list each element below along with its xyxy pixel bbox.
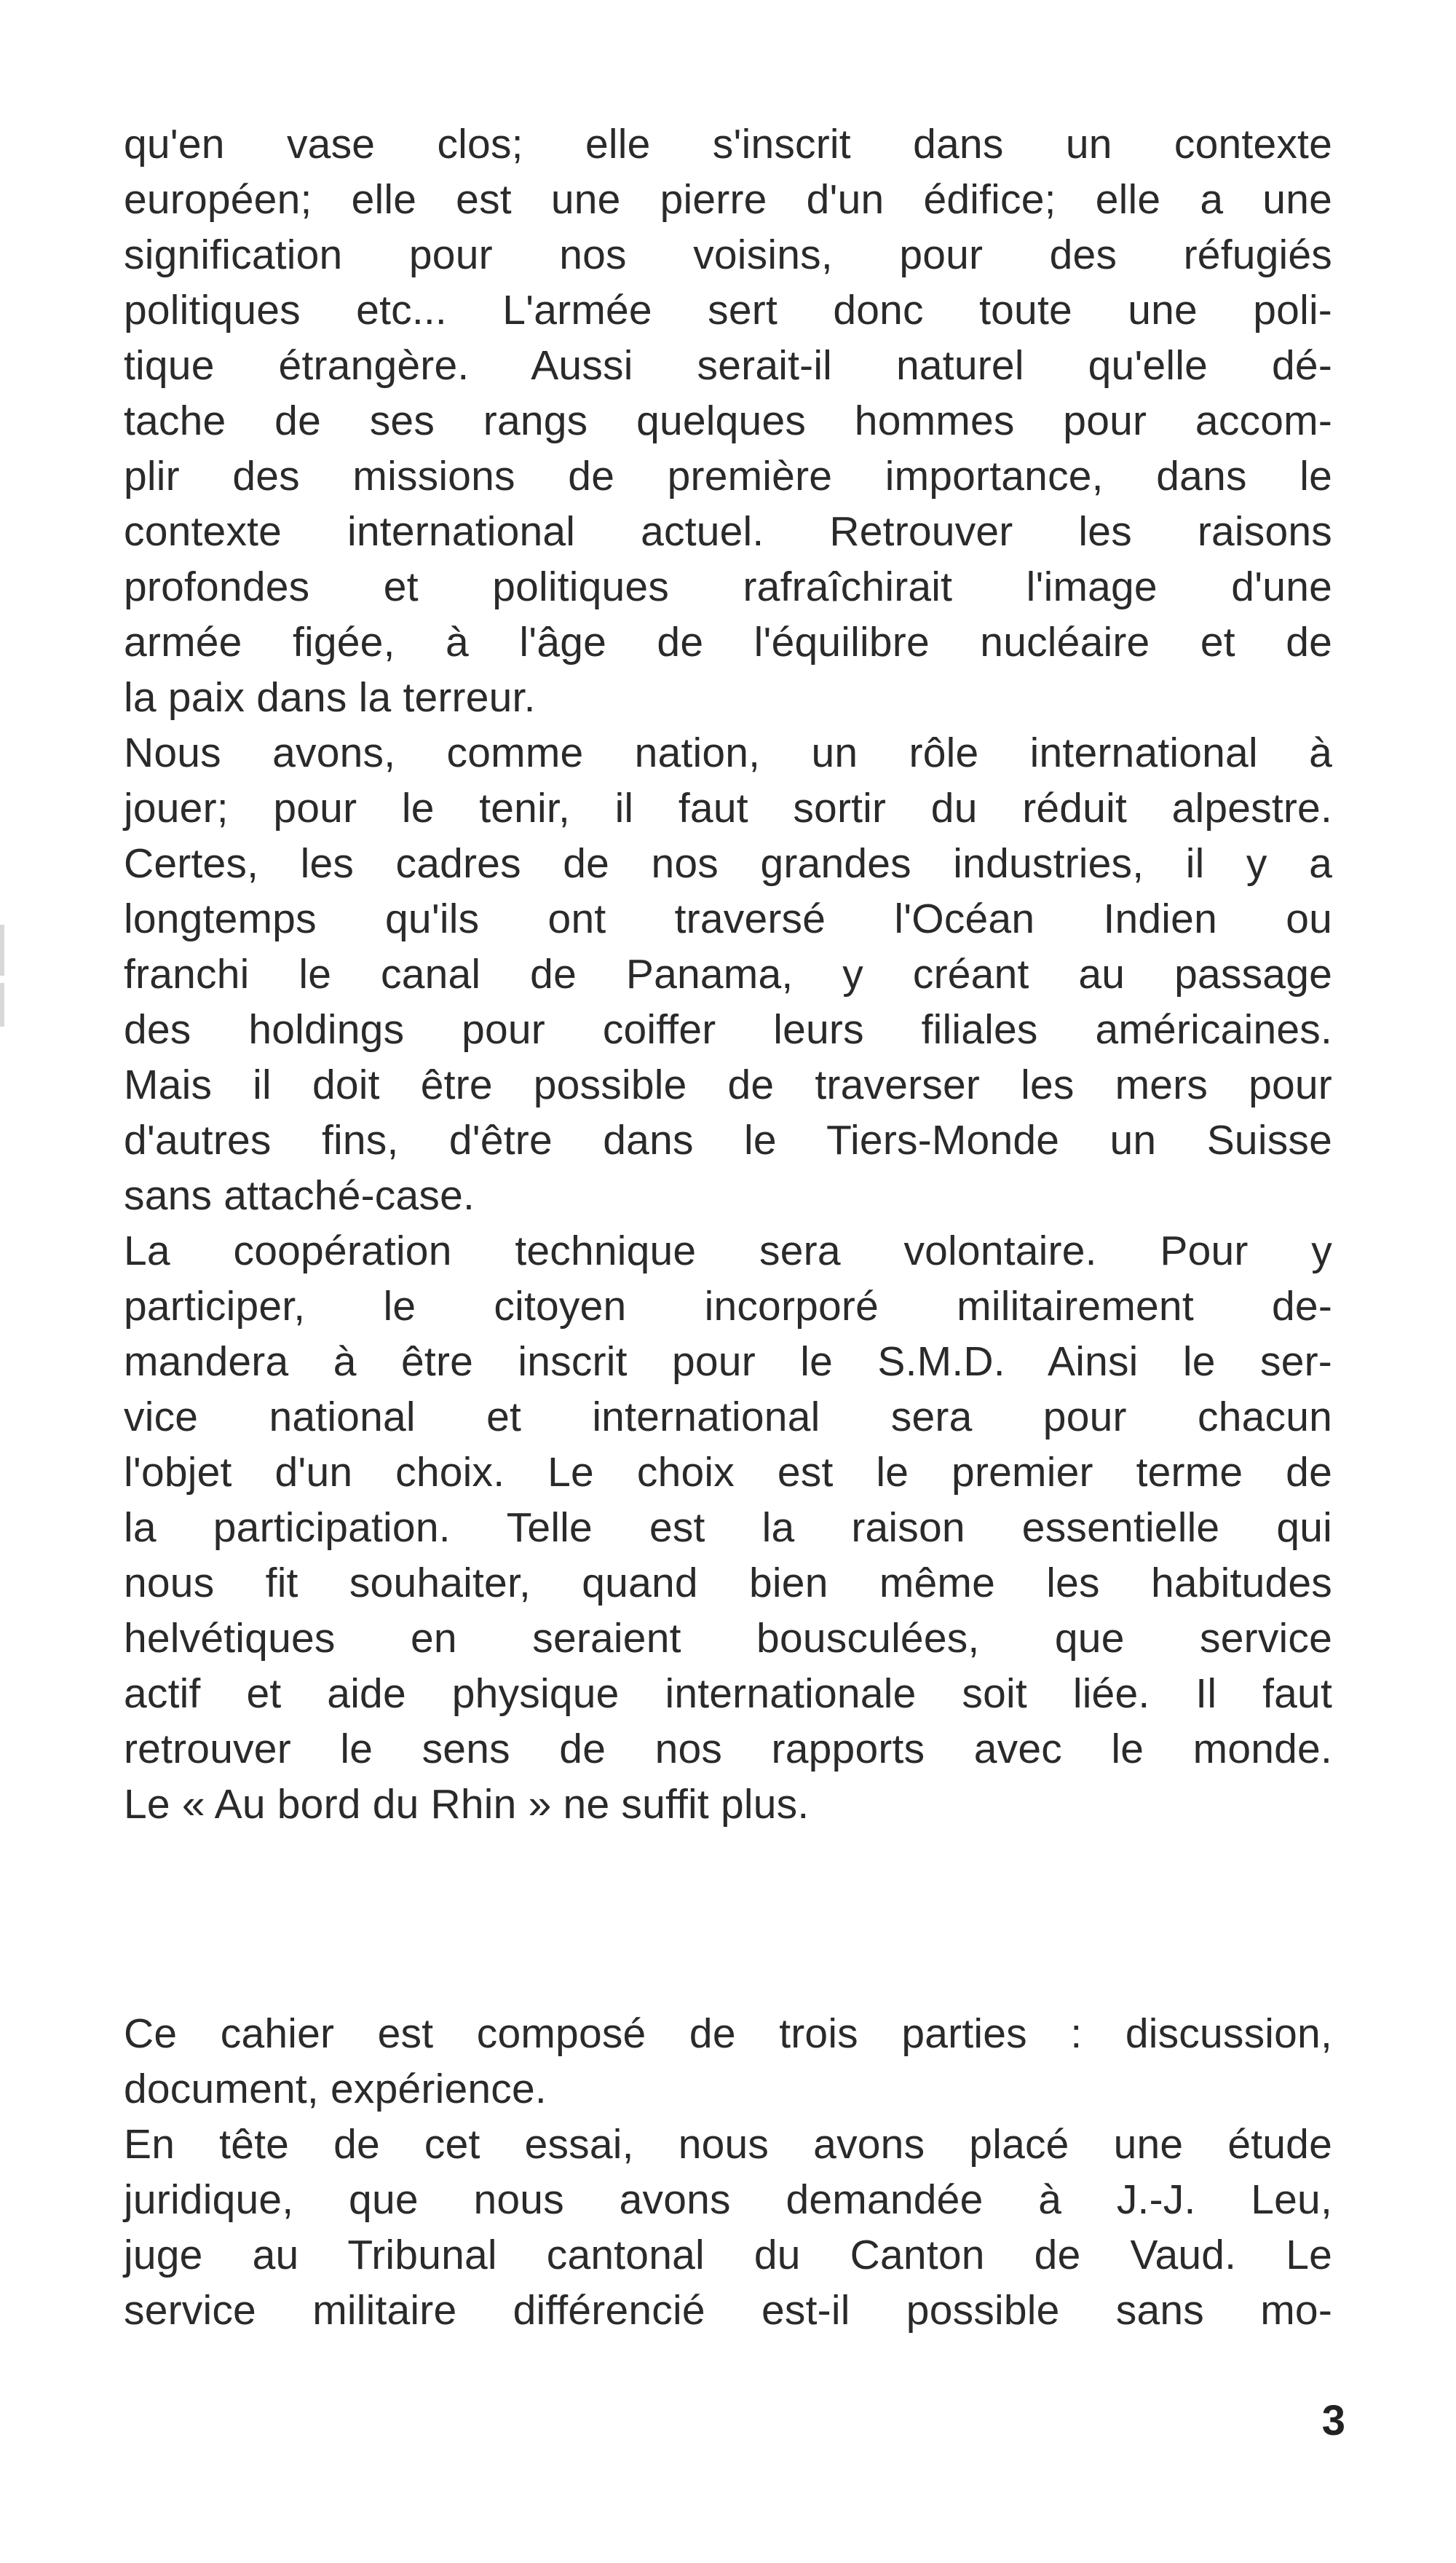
- text-line: plir des missions de première importance, dans le: [124, 453, 1332, 499]
- text-line: profondes et politiques rafraîchirait l'image d'une: [124, 564, 1332, 610]
- text-line: la paix dans la terreur.: [124, 674, 536, 721]
- text-line: contexte international actuel. Retrouver les raisons: [124, 508, 1332, 555]
- text-line: service militaire différencié est-il possible sans mo-: [124, 2287, 1332, 2334]
- text-line: mandera à être inscrit pour le S.M.D. Ainsi le ser-: [124, 1338, 1332, 1385]
- text-line: juridique, que nous avons demandée à J.-J. Leu,: [124, 2176, 1332, 2223]
- text-line: des holdings pour coiffer leurs filiales américaines.: [124, 1006, 1332, 1053]
- body-text-bottom: [124, 2006, 1332, 2338]
- scan-edge-mark: [0, 983, 4, 1027]
- text-line: européen; elle est une pierre d'un édifice; elle a une: [124, 176, 1332, 223]
- text-line: d'autres fins, d'être dans le Tiers-Monde un Suisse: [124, 1117, 1332, 1164]
- text-line: jouer; pour le tenir, il faut sortir du réduit alpestre.: [124, 785, 1332, 832]
- text-line: longtemps qu'ils ont traversé l'Océan Indien ou: [124, 896, 1332, 942]
- text-line: Nous avons, comme nation, un rôle international à: [124, 730, 1332, 776]
- page-number: 3: [1321, 2397, 1345, 2444]
- text-line: Certes, les cadres de nos grandes industries, il y a: [124, 840, 1332, 887]
- text-line: juge au Tribunal cantonal du Canton de Vaud. Le: [124, 2232, 1332, 2278]
- body-text-top: [124, 116, 1332, 1832]
- text-line: la participation. Telle est la raison essentielle qui: [124, 1504, 1332, 1551]
- text-line: Ce cahier est composé de trois parties : discussion,: [124, 2010, 1332, 2057]
- text-line: tache de ses rangs quelques hommes pour accom-: [124, 398, 1332, 444]
- text-line: helvétiques en seraient bousculées, que service: [124, 1615, 1332, 1662]
- text-line: retrouver le sens de nos rapports avec le monde.: [124, 1726, 1332, 1772]
- text-line: Le « Au bord du Rhin » ne suffit plus.: [124, 1781, 810, 1828]
- text-line: En tête de cet essai, nous avons placé une étude: [124, 2121, 1332, 2168]
- text-line: franchi le canal de Panama, y créant au passage: [124, 951, 1332, 998]
- text-line: La coopération technique sera volontaire. Pour y: [124, 1228, 1332, 1274]
- text-line: armée figée, à l'âge de l'équilibre nucléaire et de: [124, 619, 1332, 666]
- text-line: Mais il doit être possible de traverser les mers pour: [124, 1062, 1332, 1108]
- text-line: nous fit souhaiter, quand bien même les habitudes: [124, 1560, 1332, 1606]
- text-line: sans attaché-case.: [124, 1172, 475, 1219]
- text-line: politiques etc... L'armée sert donc toute une poli-: [124, 287, 1332, 333]
- text-line: qu'en vase clos; elle s'inscrit dans un contexte: [124, 121, 1332, 167]
- text-line: tique étrangère. Aussi serait-il naturel qu'elle dé-: [124, 342, 1332, 389]
- text-line: document, expérience.: [124, 2066, 547, 2112]
- text-line: participer, le citoyen incorporé militairement de-: [124, 1283, 1332, 1330]
- text-line: vice national et international sera pour chacun: [124, 1394, 1332, 1440]
- scan-edge-mark: [0, 925, 4, 976]
- text-line: l'objet d'un choix. Le choix est le premier terme de: [124, 1449, 1332, 1496]
- text-line: signification pour nos voisins, pour des réfugiés: [124, 232, 1332, 278]
- text-line: actif et aide physique internationale soit liée. Il faut: [124, 1670, 1332, 1717]
